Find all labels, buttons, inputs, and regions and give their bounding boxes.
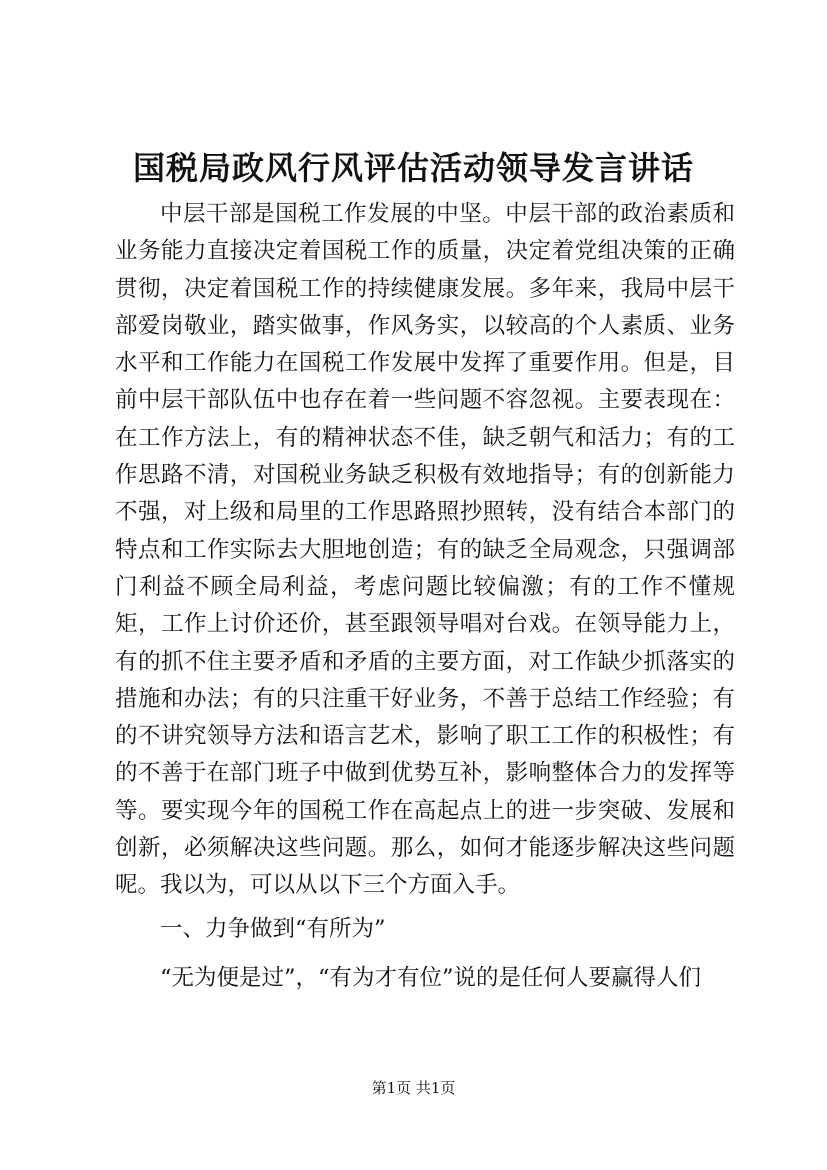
section-heading: 一、力争做到“有所为” [160,915,386,942]
document-title: 国税局政风行风评估活动领导发言讲话 [132,149,694,187]
page-footer: 第1页 共1页 [371,1079,456,1097]
document-body [115,196,735,997]
body-paragraph: “无为便是过”，“有为才有位”说的是任何人要赢得人们 [160,964,702,991]
body-paragraph: 中层干部是国税工作发展的中坚。中层干部的政治素质和业务能力直接决定着国税工作的质量，决定着党组决策的正确贯彻，决定着国税工作的持续健康发展。多年来，我局中层干部爱岗敬业，踏实做事，作风务实，以较高的个人素质、业务水平和工作能力在国税工作发展中发挥了重要作用。但是，目前中层干部队伍中也存在着一些问题不容忽视。主要表现在：在工作方法上，有的精神状态不佳，缺乏朝气和活力；有的工作思路不清，对国税业务缺乏积极有效地指导；有的创新能力不强，对上级和局里的工作思路照抄照转，没有结合本部门的特点和工作实际去大胆地创造；有的缺乏全局观念，只强调部门利益不顾全局利益，考虑问题比较偏激；有的工作不懂规矩，工作上讨价还价，甚至跟领导唱对台戏。在领导能力上，有的抓不住主要矛盾和矛盾的主要方面，对工作缺少抓落实的措施和办法；有的只注重干好业务，不善于总结工作经验；有的不讲究领导方法和语言艺术，影响了职工工作的积极性；有的不善于在部门班子中做到优势互补，影响整体合力的发挥等等。要实现今年的国税工作在高起点上的进一步突破、发展和创新，必须解决这些问题。那么，如何才能逐步解决这些问题呢。我以为，可以从以下三个方面入手。 [115,201,735,899]
